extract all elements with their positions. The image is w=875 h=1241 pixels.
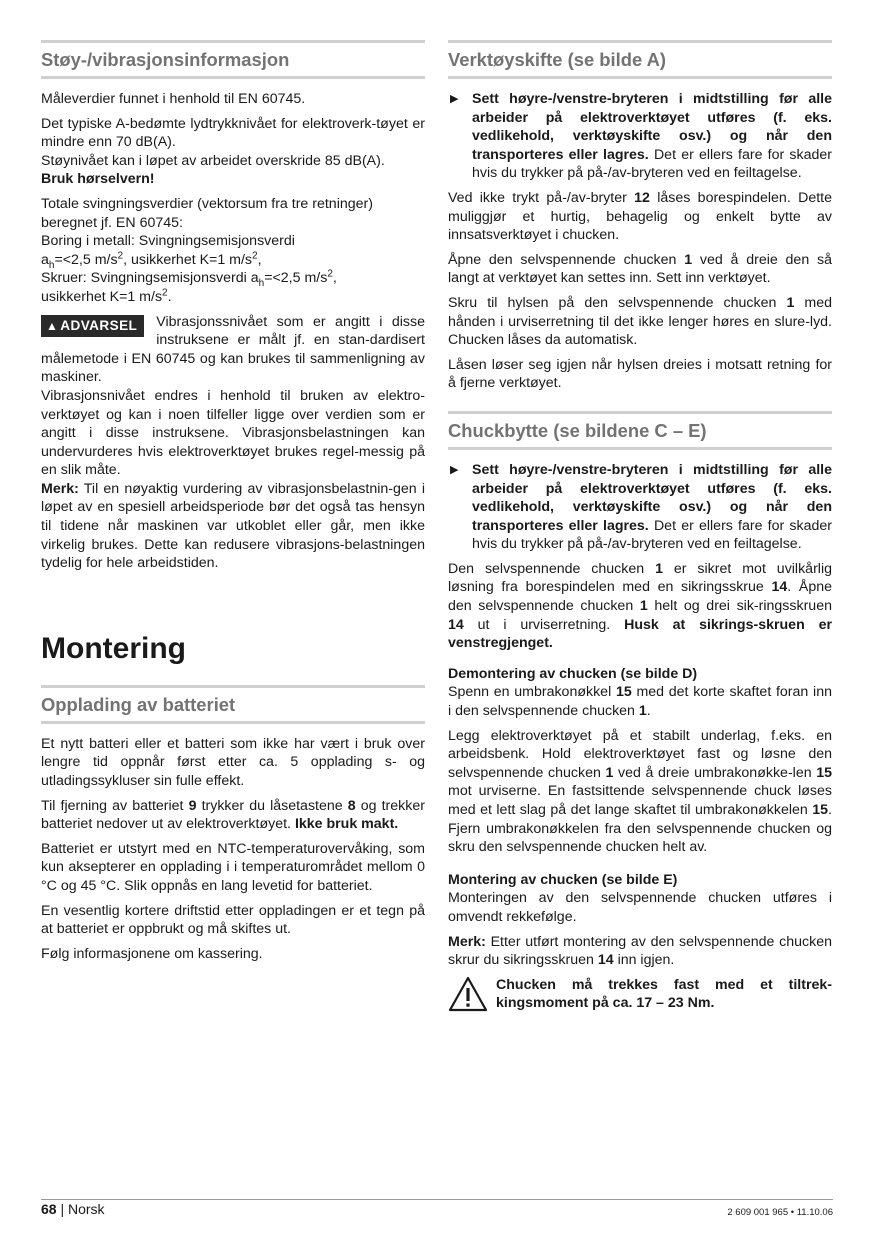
document-code: 2 609 001 965 • 11.10.06 (727, 1207, 833, 1218)
toolchange-heading: Verktøyskifte (se bilde A) (448, 40, 832, 79)
toolchange-safety-bullet: ▶ Sett høyre-/venstre-bryteren i midtstilling før alle arbeider på elektroverktøyet utføres (f. eks. vedlikehold, verktøyskifte osv.) og når den transporteres eller lagres. Det er ellers fare for skader hvis du trykker på på-/av-bryteren ved en feiltagelse. (450, 91, 832, 182)
disassembly-p2: Legg elektroverktøyet på et stabilt underlag, f.eks. en arbeidsbenk. Hold elektroverktøyet fast og løsne den selvspennende chucken 1 ved å dreie umbrakonøkke-len 15 mot urviserne. En fastsittende selvspennende chuck løses med et lett slag på det lange skaftet til umbrakonøkkelen 15. Fjern umbrakonøkkelen fra den selvspennende chucken og skru den selvspennende chucken helt av. (448, 727, 832, 856)
charging-p4: En vesentlig kortere driftstid etter oppladingen er et tegn på at batteriet er oppbrukt og må skiftes ut. (41, 902, 425, 938)
chuckchange-safety-bullet: ▶ Sett høyre-/venstre-bryteren i midtstilling før alle arbeider på elektroverktøyet utføres (f. eks. vedlikehold, verktøyskifte osv.) og når den transporteres eller lagres. Det er ellers fare for skader hvis du trykker på på-/av-bryteren ved en feiltagelse. (450, 461, 832, 553)
noise-p3: Støynivået kan i løpet av arbeidet overskride 85 dB(A). Bruk hørselvern! (41, 152, 385, 188)
chuckchange-p1: Den selvspennende chucken 1 er sikret mot uvilkårlig løsning fra borespindelen med en sikringsskrue 14. Åpne den selvspennende chucken 1 helt og drei sik-ringsskruen 14 ut i urviserretning. Husk at sikrings-skruen er venstregjenget. (448, 560, 832, 652)
toolchange-p1: Ved ikke trykt på-/av-bryter 12 låses borespindelen. Dette muliggjør et hurtig, behagelig og enkelt bytte av innsatsverktøyet i chucken. (448, 189, 832, 244)
disassembly-p1: Spenn en umbrakonøkkel 15 med det korte skaftet foran inn i den selvspennende chucken 1. (448, 684, 832, 720)
caution-text: Chucken må trekkes fast med et tiltrek-kingsmoment på ca. 17 – 23 Nm. (496, 976, 832, 1012)
page-number: 68 | Norsk (41, 1201, 105, 1217)
toolchange-p4: Låsen løser seg igjen når hylsen dreies i motsatt retning for å fjerne verktøyet. (448, 356, 832, 392)
caution-triangle-icon (448, 976, 488, 1012)
disassembly-heading: Demontering av chucken (se bilde D) (448, 665, 698, 682)
noise-vibration-heading: Støy-/vibrasjonsinformasjon (41, 40, 425, 79)
noise-note: Merk: Til en nøyaktig vurdering av vibrasjonsbelastnin-gen i løpet av en spesiell arbeidsperiode bør det også tas hensyn til tidene når maskinen var utkoblet eller går, men ikke virkelig brukes. Dette kan redusere vibrasjons-belastningen tydelig for hele arbeidstiden. (41, 480, 425, 572)
noise-p1: Måleverdier funnet i henhold til EN 60745. (41, 91, 306, 107)
charging-heading: Opplading av batteriet (41, 685, 425, 724)
charging-p5: Følg informasjonene om kassering. (41, 945, 263, 962)
montering-title: Montering (41, 631, 186, 665)
noise-p4: Totale svingningsverdier (vektorsum fra tre retninger) beregnet jf. EN 60745: Boring i metall: Svingningsemisjonsverdi $a_h=<2,5$ $m/s^2$, usikkerhet K=1 $m/s^2$, Skruer: Svingningsemisjonsverdi $a_h=<2,5$ $m/s^2$, usikkerhet K=1 $m/s^2$. (41, 195, 373, 305)
page-footer (41, 1199, 833, 1218)
warning-paragraph: ▲ ADVARSEL Vibrasjonssnivået som er angitt i disse instruksene er målt jf. en stan-dardisert målemetode i EN 60745 og kan brukes til sammenligning av maskiner. (41, 313, 425, 386)
chuckchange-heading: Chuckbytte (se bildene C – E) (448, 411, 832, 450)
assembly-p1: Monteringen av den selvspennende chucken utføres i omvendt rekkefølge. (448, 890, 832, 925)
charging-p1: Et nytt batteri eller et batteri som ikke har vært i bruk over lengre tid oppnår først etter ca. 5 opplading s- og utladingssykluser sin fulle effekt. (41, 735, 425, 790)
toolchange-p3: Skru til hylsen på den selvspennende chucken 1 med hånden i urviserretning til det ikke lenger høres en slure-lyd. Chucken låses da automatisk. (448, 294, 832, 349)
hearing-protection-notice: Bruk hørselvern! (41, 171, 155, 188)
assembly-heading: Montering av chucken (se bilde E) (448, 871, 678, 888)
warning-badge: ▲ ADVARSEL (41, 315, 144, 337)
torque-caution (448, 976, 832, 1013)
toolchange-p2: Åpne den selvspennende chucken 1 ved å dreie den så langt at verktøyet kan settes inn. Sett inn verktøyet. (448, 251, 832, 287)
assembly-note: Merk: Etter utført montering av den selvspennende chucken skrur du sikringsskruen 14 inn igjen. (448, 933, 832, 969)
charging-p3: Batteriet er utstyrt med en NTC-temperaturovervåking, som kun aksepterer en opplading i i temperaturområdet mellom 0 °C og 45 °C. Slik oppnås en lang levetid for batteriet. (41, 840, 425, 894)
noise-p5: Vibrasjonsnivået endres i henhold til bruken av elektro-verktøyet og kan i noen tilfeller ligge over verdien som er angitt i disse instruksene. Vibrasjonsbelastningen kan undervurderes hvis elektroverktøyet brukes regel-messig på en slik måte. (41, 387, 425, 479)
charging-p2: Til fjerning av batteriet 9 trykker du låsetastene 8 og trekker batteriet nedover ut av elektroverktøyet. Ikke bruk makt. (41, 797, 425, 833)
right-column (448, 40, 832, 1013)
noise-p2: Det typiske A-bedømte lydtrykknivået for elektroverk-tøyet er mindre enn 70 dB(A). (41, 115, 425, 151)
bullet-arrow-icon: ▶ (450, 463, 459, 476)
left-column (41, 40, 425, 969)
bullet-arrow-icon: ▶ (450, 93, 459, 105)
warning-triangle-icon: ▲ (46, 318, 59, 333)
